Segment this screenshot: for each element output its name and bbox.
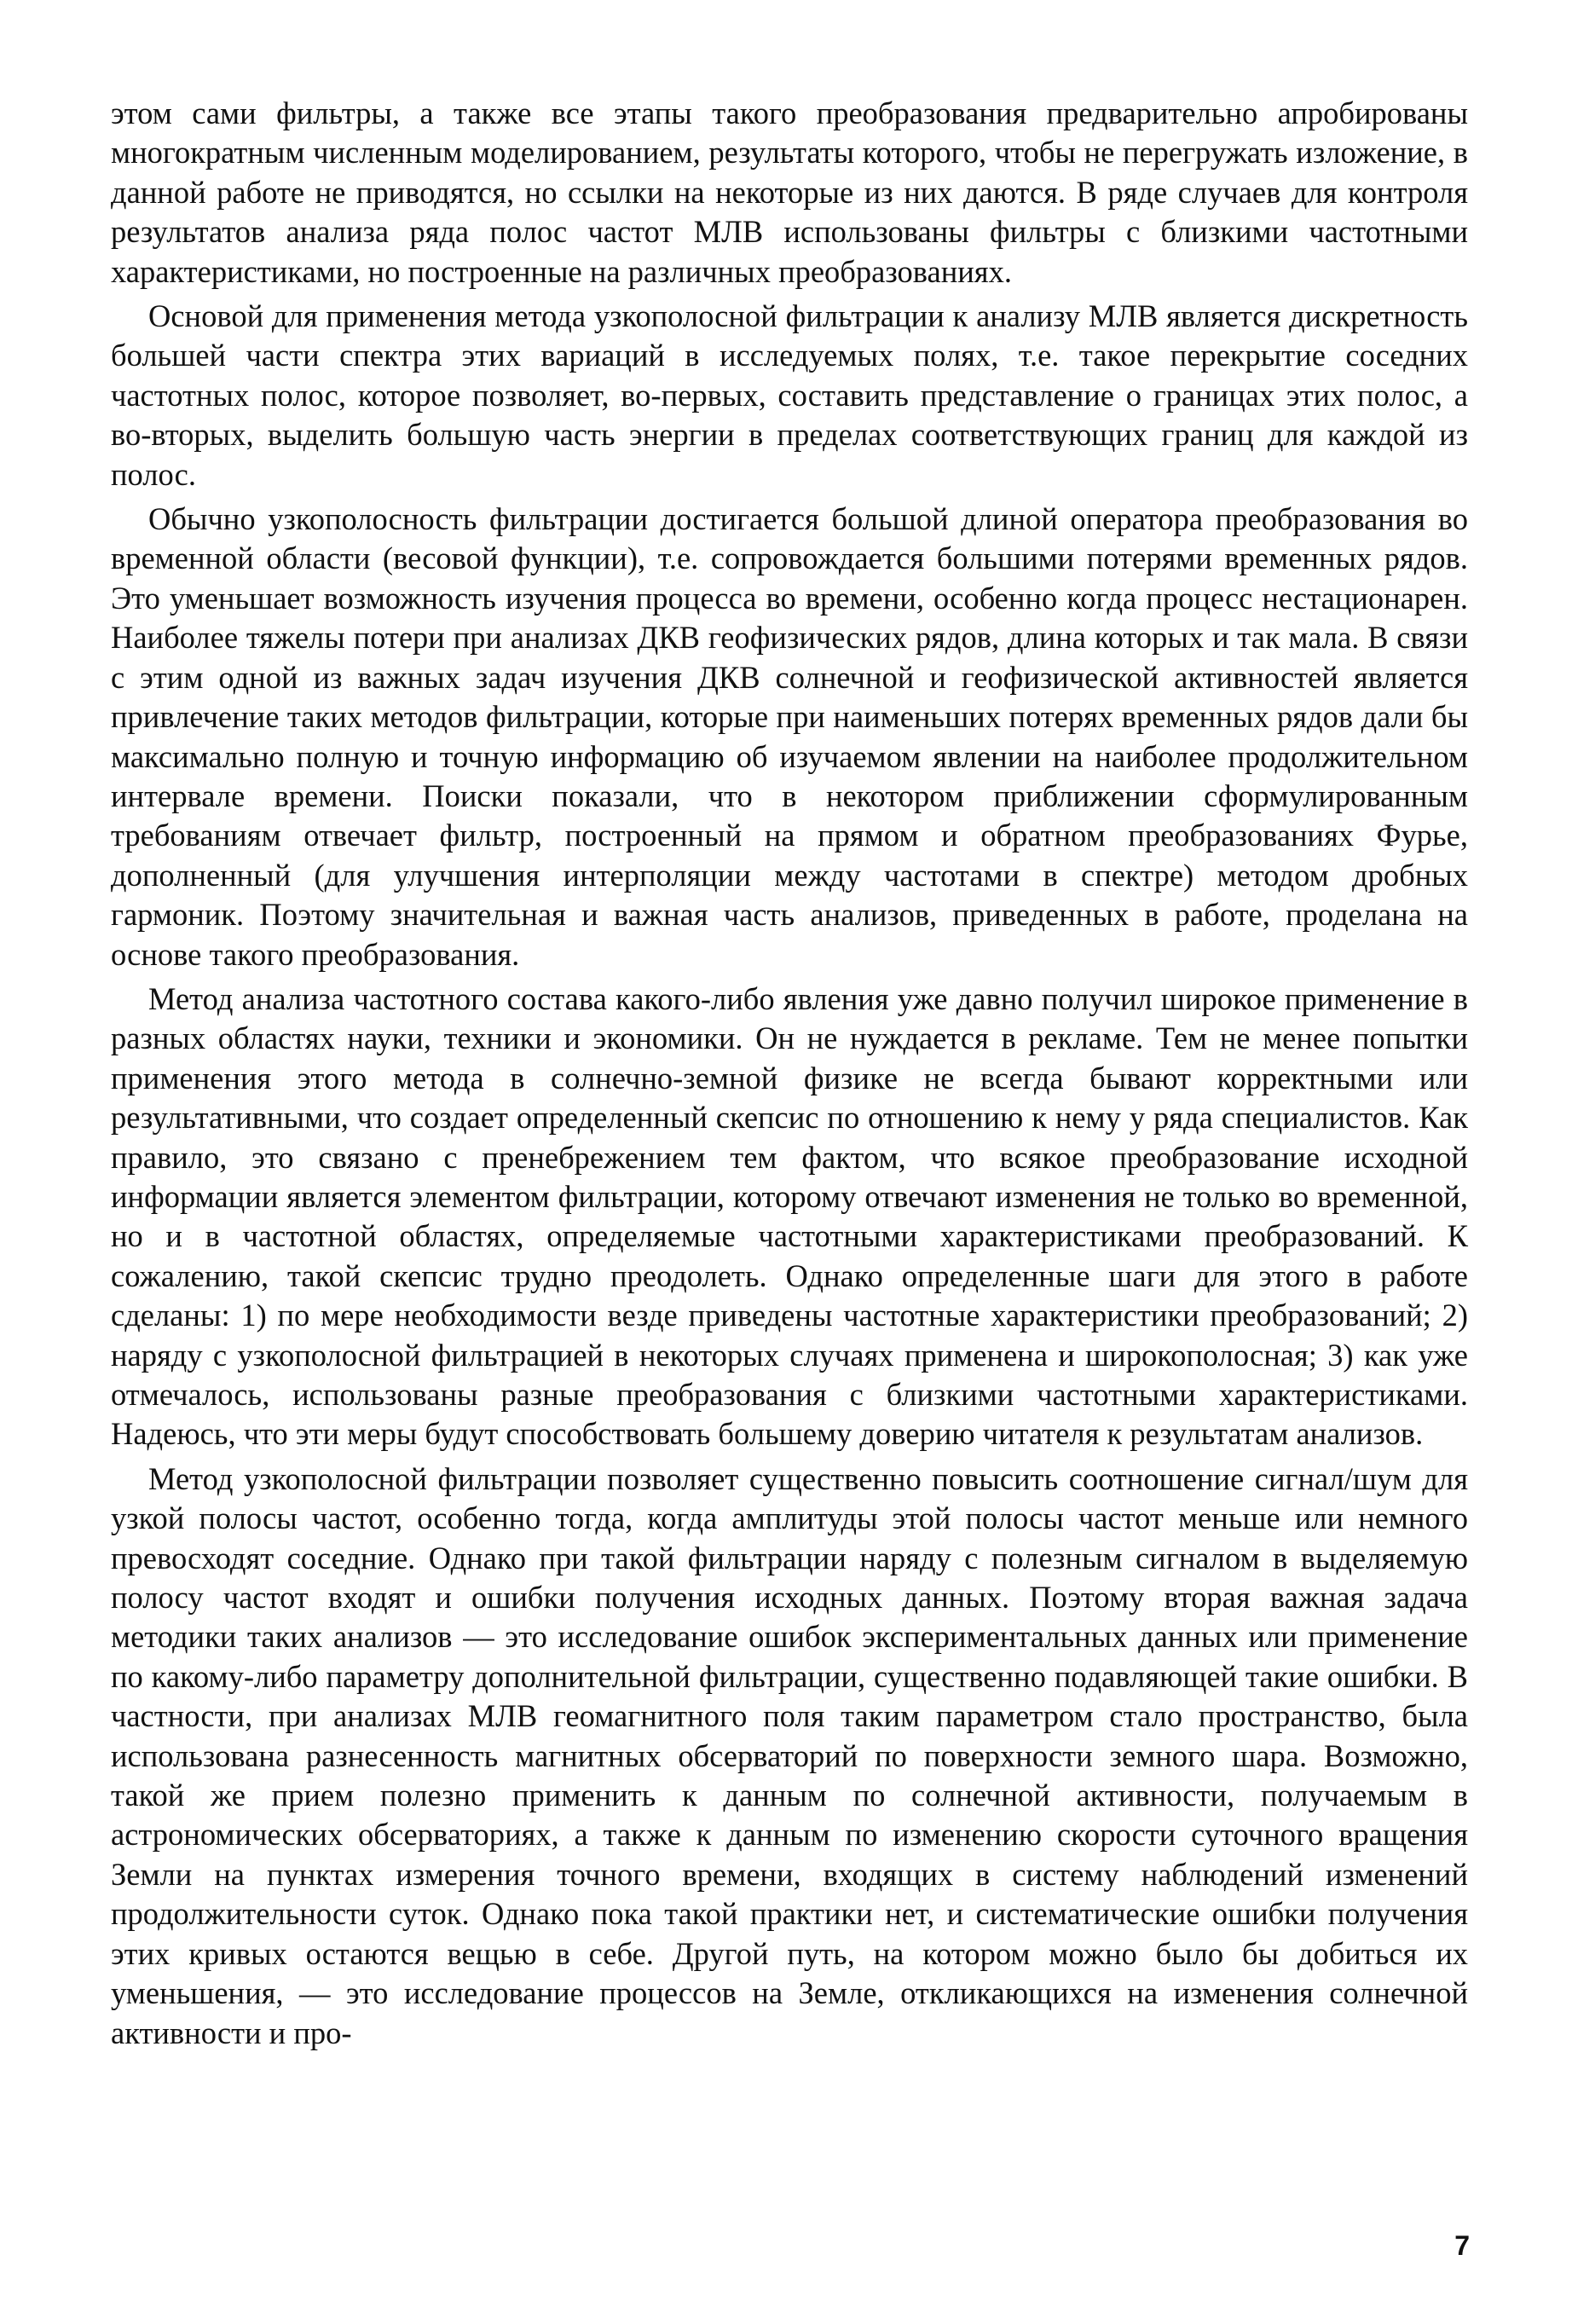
paragraph-frequency-analysis: Метод анализа частотного состава какого-либо явления уже давно получил широкое применение в разных областях науки, техники и экономики. Он не нуждается в рекламе. Тем не менее попытки применения этого метода в солнечно-земной физике не всегда бывают корректными или результативными, что создает определенный скепсис по отношению к нему у ряда специалистов. Как правило, это связано с пренебрежением тем фактом, что всякое преобразование исходной информации является элементом фильтрации, которому отвечают изменения не только во временной, но и в частотной областях, определяемые частотными характеристиками преобразований. К сожалению, такой скепсис трудно преодолеть. Однако определенные шаги для этого в работе сделаны: 1) по мере необходимости везде приведены частотные характеристики преобразований; 2) наряду с узкополосной фильтрацией в некоторых случаях применена и широкополосная; 3) как уже отмечалось, использованы разные преобразования с близкими частотными характеристиками. Надеюсь, что эти меры будут способствовать большему доверию читателя к результатам анализов. [111,980,1468,1452]
paragraph-continuation: этом сами фильтры, а также все этапы такого преобразования предварительно апробированы многократным численным моделированием, результаты которого, чтобы не перегружать изложение, в данной работе не приводятся, но ссылки на некоторые из них даются. В ряде случаев для контроля результатов анализа ряда полос частот МЛВ использованы фильтры с близкими частотными характеристиками, но построенные на различных преобразованиях. [111,95,1468,289]
body-text [111,94,1468,2058]
page-number: 7 [1454,2230,1470,2261]
paragraph-filtering-basis: Основой для применения метода узкополосной фильтрации к анализу МЛВ является дискретность большей части спектра этих вариаций в исследуемых полях, т.е. такое перекрытие соседних частотных полос, которое позволяет, во-первых, составить представление о границах этих полос, а во-вторых, выделить большую часть энергии в пределах соответствующих границ для каждой из полос. [111,298,1468,492]
paragraph-narrowband-losses: Обычно узкополосность фильтрации достигается большой длиной оператора преобразования во временной области (весовой функции), т.е. сопровождается большими потерями временных рядов. Это уменьшает возможность изучения процесса во времени, особенно когда процесс нестационарен. Наиболее тяжелы потери при анализах ДКВ геофизических рядов, длина которых и так мала. В связи с этим одной из важных задач изучения ДКВ солнечной и геофизической активностей является привлечение таких методов фильтрации, которые при наименьших потерях временных рядов дали бы максимально полную и точную информацию об изучаемом явлении на наиболее продолжительном интервале времени. Поиски показали, что в некотором приближении сформулированным требованиям отвечает фильтр, построенный на прямом и обратном преобразованиях Фурье, дополненный (для улучшения интерполяции между частотами в спектре) методом дробных гармоник. Поэтому значительная и важная часть анализов, приведенных в работе, проделана на основе такого преобразования. [111,501,1468,972]
paragraph-signal-noise: Метод узкополосной фильтрации позволяет существенно повысить соотношение сигнал/шум для узкой полосы частот, особенно тогда, когда амплитуды этой полосы частот меньше или немного превосходят соседние. Однако при такой фильтрации наряду с полезным сигналом в выделяемую полосу частот входят и ошибки получения исходных данных. Поэтому вторая важная задача методики таких анализов — это исследование ошибок экспериментальных данных или применение по какому-либо параметру дополнительной фильтрации, существенно подавляющей такие ошибки. В частности, при анализах МЛВ геомагнитного поля таким параметром стало пространство, была использована разнесенность магнитных обсерваторий по поверхности земного шара. Возможно, такой же прием полезно применить к данным по солнечной активности, получаемым в астрономических обсерваториях, а также к данным по изменению скорости суточного вращения Земли на пунктах измерения точного времени, входящих в систему наблюдений изменений продолжительности суток. Однако пока такой практики нет, и систематические ошибки получения этих кривых остаются вещью в себе. Другой путь, на котором можно было бы добиться их уменьшения, — это исследование процессов на Земле, откликающихся на изменения солнечной активности и про- [111,1460,1468,2050]
